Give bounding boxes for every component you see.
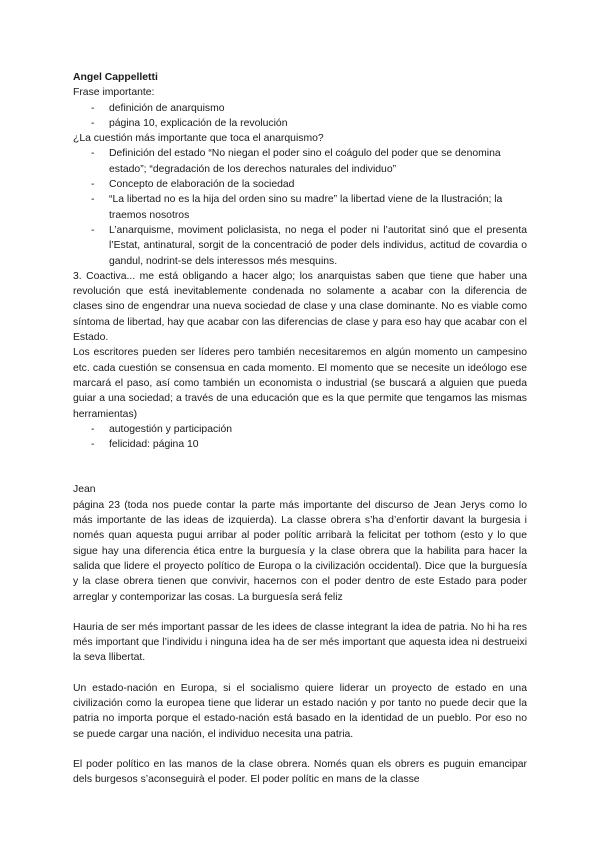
paragraph: El poder político en las manos de la clase obrera. Només quan els obrers es puguin emancipar dels burgesos s’aconseguirà el poder. El poder polític en mans de la classe — [73, 758, 527, 786]
list-item: - Definición del estado “No niegan el poder sino el coágulo del poder que se denomina estado”; “degradación de los derechos naturales del individuo” — [73, 146, 527, 177]
paragraph: página 23 (toda nos puede contar la parte más importante del discurso de Jean Jerys como lo más importante de las ideas de izquierda). La classe obrera s’ha d’enfortir davant la burgesia i només quan aquesta pugui arribar al poder polític arribarà la felicitat per tothom (esto y lo que sigue hay una diferencia ética entre la burguesía y la clase obrera que la habilita para hacer la salida que lidere el proyecto político de Europa o la civilización occidental). Dice que la burguesía y la clase obrera tienen que convivir, hacernos con el poder dentro de este Estado para poder arreglar y contemporizar las cosas. La burguesía será feliz — [73, 499, 527, 603]
section-heading: Jean — [73, 484, 96, 496]
paragraph: Un estado-nación en Europa, si el socialismo quiere liderar un proyecto de estado en una civilización como la europea tiene que liderar un estado nación y por tanto no puede decir que la patria no importa porque el estado-nación está basado en la identidad de un pueblo. Por eso no se puede cargar una nación, el individuo necesita una patria. — [73, 682, 527, 740]
list-item: - Concepto de elaboración de la sociedad — [73, 177, 527, 192]
bullet-list — [73, 101, 527, 132]
list-item: - autogestión y participación — [73, 422, 527, 437]
author-heading: Angel Cappelletti — [73, 72, 158, 83]
list-item: - página 10, explicación de la revolución — [73, 116, 527, 131]
bullet-list — [73, 422, 527, 453]
list-item: - “La libertad no es la hija del orden sino su madre” la libertad viene de la Ilustración; la traemos nosotros — [73, 192, 527, 223]
bullet-list — [73, 146, 527, 268]
list-item: - definición de anarquismo — [73, 101, 527, 116]
document-body — [73, 70, 527, 787]
list-item: - felicidad: página 10 — [73, 437, 527, 452]
paragraph: 3. Coactiva... me está obligando a hacer algo; los anarquistas saben que tiene que haber una revolución que está inevitablemente condenada no solamente a acabar con la diferencia de clases sino de engendrar una nueva sociedad de clase y una clase dominante. No es viable como síntoma de libertad, hay que acabar con las diferencias de clase y para eso hay que acabar con el Estado. — [73, 270, 527, 344]
paragraph: Hauria de ser més important passar de les idees de classe integrant la idea de patria. No hi ha res més important que l’individu i ninguna idea ha de ser més important que aquesta idea ni destrueixi la seva llibertat. — [73, 621, 527, 664]
section-heading: Frase importante: — [73, 87, 155, 99]
paragraph: Los escritores pueden ser líderes pero también necesitaremos en algún momento un campesino etc. cada cuestión se consensua en cada momento. El momento que se necesite un ideólogo ese marcará el paso, así como también un economista o industrial (se buscará a alguien que pueda guiar a una sociedad; a través de una educación que es la que permite que tengamos las mismas herramientas) — [73, 347, 527, 420]
list-item: - L’anarquisme, moviment policlasista, no nega el poder ni l’autoritat sinó que el presenta l’Estat, antinatural, sorgit de la concentració de poder dels individus, actitud de covardia o gandul, nodrint-se dels interessos més mesquins. — [73, 223, 527, 269]
question-line: ¿La cuestión más importante que toca el anarquismo? — [73, 133, 324, 145]
